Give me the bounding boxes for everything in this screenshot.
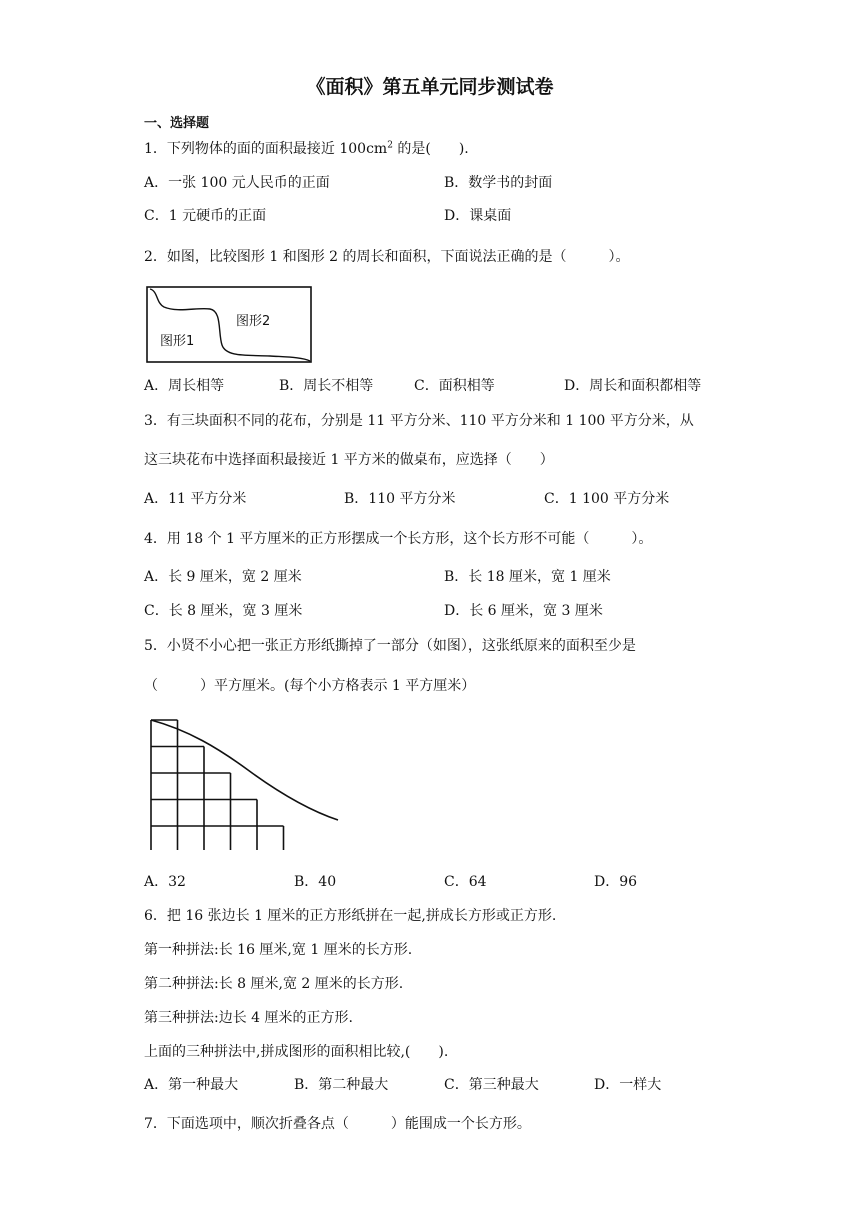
torn-edge-curve xyxy=(151,720,338,820)
figure-label-1: 图形1 xyxy=(160,334,195,349)
question-1-option-a[interactable]: A．一张 100 元人民币的正面 xyxy=(144,175,330,191)
question-2-option-a[interactable]: A．周长相等 xyxy=(144,378,225,394)
question-3-stem-line-1: 3．有三块面积不同的花布，分别是 11 平方分米、110 平方分米和 1 100 平方分米，从 xyxy=(144,413,694,429)
question-7-stem: 7．下面选项中，顺次折叠各点（ ）能围成一个长方形。 xyxy=(144,1116,531,1132)
question-6-line-4: 上面的三种拼法中,拼成图形的面积相比较,( ). xyxy=(144,1044,449,1060)
superscript-2: 2 xyxy=(387,140,393,151)
question-6-option-a[interactable]: A．第一种最大 xyxy=(144,1077,239,1093)
question-5-option-c[interactable]: C．64 xyxy=(444,874,487,890)
question-1-option-c[interactable]: C．1 元硬币的正面 xyxy=(144,208,267,224)
question-2-stem: 2．如图，比较图形 1 和图形 2 的周长和面积，下面说法正确的是（ ）。 xyxy=(144,249,630,265)
question-1-option-b[interactable]: B．数学书的封面 xyxy=(444,175,553,191)
question-6-line-3: 第三种拼法:边长 4 厘米的正方形. xyxy=(144,1010,353,1026)
question-6-stem: 6．把 16 张边长 1 厘米的正方形纸拼在一起,拼成长方形或正方形. xyxy=(144,908,557,924)
question-4-option-a[interactable]: A．长 9 厘米，宽 2 厘米 xyxy=(144,569,302,585)
question-3-option-a[interactable]: A．11 平方分米 xyxy=(144,491,247,507)
torn-paper-grid xyxy=(151,720,363,850)
question-5-option-b[interactable]: B．40 xyxy=(294,874,337,890)
question-1-stem-end: 的是( ). xyxy=(392,141,469,157)
figure-label-2: 图形2 xyxy=(236,314,271,329)
question-6-line-1: 第一种拼法:长 16 厘米,宽 1 厘米的长方形. xyxy=(144,942,413,958)
question-5-option-d[interactable]: D．96 xyxy=(594,874,638,890)
question-5-option-a[interactable]: A．32 xyxy=(144,874,186,890)
question-4-option-b[interactable]: B．长 18 厘米，宽 1 厘米 xyxy=(444,569,611,585)
question-6-line-2: 第二种拼法:长 8 厘米,宽 2 厘米的长方形. xyxy=(144,976,404,992)
section-heading: 一、选择题 xyxy=(144,116,210,131)
question-3-option-b[interactable]: B．110 平方分米 xyxy=(344,491,456,507)
question-6-option-d[interactable]: D．一样大 xyxy=(594,1077,662,1093)
figure-outer-rectangle xyxy=(147,287,311,362)
question-6-option-b[interactable]: B．第二种最大 xyxy=(294,1077,389,1093)
question-4-option-d[interactable]: D．长 6 厘米，宽 3 厘米 xyxy=(444,603,603,619)
question-5-stem-line-1: 5．小贤不小心把一张正方形纸撕掉了一部分（如图），这张纸原来的面积至少是 xyxy=(144,638,636,654)
question-3-stem-line-2: 这三块花布中选择面积最接近 1 平方米的做桌布，应选择（ ） xyxy=(144,452,554,468)
question-1-stem xyxy=(144,140,469,158)
question-6-option-c[interactable]: C．第三种最大 xyxy=(444,1077,539,1093)
question-3-option-c[interactable]: C．1 100 平方分米 xyxy=(544,491,670,507)
page-title: 《面积》第五单元同步测试卷 xyxy=(306,76,554,98)
question-2-option-d[interactable]: D．周长和面积都相等 xyxy=(564,378,702,394)
question-1-option-d[interactable]: D．课桌面 xyxy=(444,208,512,224)
question-2-figure xyxy=(146,285,314,365)
question-4-option-c[interactable]: C．长 8 厘米，宽 3 厘米 xyxy=(144,603,303,619)
question-5-grid-figure xyxy=(148,718,366,850)
question-5-stem-line-2: （ ）平方厘米。(每个小方格表示 1 平方厘米） xyxy=(144,678,476,694)
question-4-stem: 4．用 18 个 1 平方厘米的正方形摆成一个长方形，这个长方形不可能（ ）。 xyxy=(144,531,653,547)
question-2-option-b[interactable]: B．周长不相等 xyxy=(279,378,374,394)
question-1-stem-text: 1．下列物体的面的面积最接近 100cm xyxy=(144,141,388,157)
question-2-option-c[interactable]: C．面积相等 xyxy=(414,378,495,394)
